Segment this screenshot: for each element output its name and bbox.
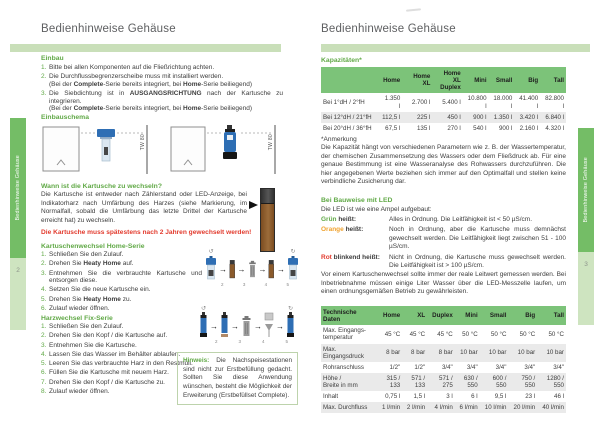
column-header: Big bbox=[508, 306, 537, 325]
list-item: 2. Die Durchflussbegrenzerscheibe muss mit installiert werden. (Bei der Complete-Serie bereits integriert, bei Home-Serie beiliegend) bbox=[41, 73, 253, 88]
table-row: Max. Durchfluss 1 l/min 2 l/min 4 l/min 6 l/min 10 l/min 20 l/min 40 l/min bbox=[321, 402, 566, 413]
table-row: Rohranschluss 1/2" 1/2" 3/4" 3/4" 3/4" 3/4" 3/4" bbox=[323, 363, 564, 371]
table-row: Bei 1°dH / 2°fH 1.350 l 2.700 l 5.400 l 10.800 l 18.000 l 41.400 l 82.800 l bbox=[323, 95, 564, 110]
warning-text: Die Kartusche muss spätestens nach 2 Jahren gewechselt werden! bbox=[41, 229, 252, 236]
kapazitaeten-table bbox=[321, 67, 566, 134]
section-heading-harzwechsel: Harzwechsel Fix-Serie bbox=[41, 315, 113, 322]
page-title-left: Bedienhinweise Gehäuse bbox=[41, 23, 176, 35]
cartridge-icon bbox=[260, 188, 275, 252]
list-item: 6. Zulauf wieder öffnen. bbox=[41, 304, 110, 312]
column-header: Home XL Duplex bbox=[432, 67, 462, 93]
einbau-list bbox=[41, 64, 283, 115]
blue-cartridge-icon bbox=[220, 312, 229, 338]
page-number: 2 bbox=[16, 267, 20, 274]
page-title-right: Bedienhinweise Gehäuse bbox=[321, 23, 456, 35]
table-row: Max. Eingangs- temperatur 45 °C 45 °C 45 °C 50 °C 50 °C 50 °C 50 °C bbox=[323, 327, 564, 342]
table-row: Inhalt 0,75 l 1,5 l 3 l 6 l 9,5 l 23 l 46 l bbox=[323, 393, 564, 401]
list-item: 1. Schließen Sie den Zulauf. bbox=[41, 323, 124, 330]
led-legend-row: Rot blinkend heißt: Nicht in Ordnung, die Kartusche muss gewechselt werden. Die Leitfähigkeit ist > 100 µS/cm. bbox=[321, 253, 566, 270]
hinweis-box bbox=[177, 352, 298, 405]
table-row: Bei 12°dH / 21°fH 112,5 l 225 l 450 l 900 l 1.350 l 3.420 l 6.840 l bbox=[321, 112, 566, 123]
schema-home-filter bbox=[41, 121, 154, 178]
right-page-number-tab bbox=[578, 252, 594, 325]
column-header: Tall bbox=[540, 67, 566, 93]
column-header: Small bbox=[489, 67, 515, 93]
kartuschenwechsel-list bbox=[41, 251, 202, 314]
section-heading-led: Bei Bauweise mit LED bbox=[321, 197, 393, 204]
step-numbers: 2 3 4 5 bbox=[221, 282, 289, 287]
list-item: 4. Lassen Sie das Wasser im Behälter ablaufen. bbox=[41, 350, 181, 358]
harzwechsel-list bbox=[41, 323, 197, 397]
arrow-right-icon: → bbox=[277, 265, 285, 274]
cartridge-marking-figure bbox=[249, 188, 275, 252]
arrow-right-icon bbox=[249, 201, 258, 209]
arrow-right-icon: → bbox=[254, 322, 262, 331]
section-heading-kartusche-wechseln: Wann ist die Kartusche zu wechseln? bbox=[41, 183, 162, 190]
used-cartridge-icon bbox=[229, 257, 236, 281]
cartridge-cap bbox=[261, 189, 274, 204]
column-header: Home XL bbox=[402, 67, 432, 93]
title-underline-bar-left bbox=[10, 44, 281, 52]
section-heading-kapazitaeten: Kapazitäten* bbox=[321, 57, 362, 64]
arrow-right-icon: → bbox=[219, 265, 227, 274]
column-header: XL bbox=[402, 306, 427, 325]
column-header: Duplex bbox=[427, 306, 455, 325]
column-header bbox=[321, 67, 380, 93]
list-item: 1. Schließen Sie den Zulauf. bbox=[41, 251, 124, 258]
arrow-right-icon: → bbox=[210, 322, 218, 331]
list-item: 7. Drehen Sie den Kopf / die Kartusche zu. bbox=[41, 378, 165, 386]
left-page-number-tab bbox=[10, 258, 26, 330]
anmerkung-heading: *Anmerkung bbox=[321, 136, 357, 143]
filter-housing-icon bbox=[205, 255, 217, 281]
scan-artifact bbox=[406, 8, 421, 12]
table-row: Bei 20°dH / 36°fH 67,5 l 135 l 270 l 540 l 900 l 2.160 l 4.320 l bbox=[323, 124, 564, 132]
list-item: 1. Bitte bei allen Komponenten auf die Fließrichtung achten. bbox=[41, 64, 215, 71]
list-item: 8. Zulauf wieder öffnen. bbox=[41, 387, 110, 395]
right-sidebar-label: Bedienhinweise Gehäuse bbox=[583, 157, 589, 223]
kartusche-wechseln-text: Die Kartusche ist entweder nach Zählerstand oder LED-Anzeige, bei Indikatorharz nach Umfärbung des Harzes (siehe Markierung, im Normalfall, sobald die Umfärbung das letzte Drittel der Kartusche erreicht hat) zu wechseln. bbox=[41, 191, 247, 224]
list-item: 2. Drehen Sie den Kopf / die Kartusche auf. bbox=[41, 332, 168, 340]
technische-daten-table bbox=[321, 306, 566, 413]
arrow-right-icon: → bbox=[258, 265, 267, 274]
filter-housing-icon bbox=[287, 255, 299, 281]
blue-cartridge-icon bbox=[286, 312, 295, 338]
hinweis-text: Die Nachspeisestationen sind nicht zur Erstbefüllung gedacht. Sollten Sie diese Anwendung wünschen, besteht die Möglichkeit der Erweiterung (Erstbefüllset Complete). bbox=[183, 357, 292, 399]
column-header: Home bbox=[380, 67, 402, 93]
column-header: Home bbox=[377, 306, 402, 325]
list-item: 5. Drehen Sie Heaty Home zu. bbox=[41, 295, 132, 303]
list-item: 4. Setzen Sie die neue Kartusche ein. bbox=[41, 286, 151, 294]
section-heading-einbauschema: Einbauschema bbox=[41, 114, 89, 121]
arrow-right-icon: → bbox=[237, 265, 246, 274]
led-legend-row: Orange heißt: Noch in Ordnung, aber die Kartusche muss demnächst gewechselt werden. Die Leitfähigkeit liegt zwischen 51 - 100 µS/cm. bbox=[321, 226, 566, 251]
trash-bin-icon bbox=[241, 314, 252, 338]
column-header: Small bbox=[480, 306, 509, 325]
hinweis-label: Hinweis: bbox=[183, 357, 210, 364]
tw80-label: TW 80 bbox=[268, 134, 274, 151]
table-row: Höhe / Breite in mm 315 / 133 571 / 133 571 / 275 630 / 550 600 / 550 750 / 550 1280 / 550 bbox=[321, 373, 566, 391]
column-header: Tall bbox=[537, 306, 566, 325]
led-legend bbox=[321, 216, 566, 273]
led-intro-text: Die LED ist wie eine Ampel aufgebaut: bbox=[321, 206, 432, 213]
einbauschema-figures bbox=[41, 121, 283, 179]
list-item: 3. Die Siebdichtung ist in AUSGANGSRICHTUNG nach der Kartusche zu integrieren. (Bei der Complete-Serie bereits integriert, bei Home-Serie beiliegend) bbox=[41, 90, 283, 113]
step-numbers: 2 3 4 5 bbox=[215, 339, 288, 344]
anmerkung-text: Die Kapazität hängt von verschiedenen Parametern wie z. B. der Wassertemperatur, der chemischen Zusammensetzung des Wassers oder dem Fließdruck ab. Für eine genaue Bestimmung ist eine Wasseranalyse des Rohwassers durchzuführen. Die hier angegebenen Werte beziehen sich immer auf den Optimalfall und stellen keine verbindliche Zusicherung dar. bbox=[321, 144, 566, 186]
led-outro-text: Vor einem Kartuschenwechsel sollte immer der reale Leitwert gemessen werden. Bei Inbetriebnahme müssen einige Liter Wasser über die LED-Messzelle laufen, um einen ordnungsgemäßen Betrieb zu gewährleisten. bbox=[321, 271, 566, 296]
column-header: Mini bbox=[455, 306, 480, 325]
column-header: Technische Daten bbox=[321, 306, 377, 325]
home-series-steps-figure bbox=[205, 249, 299, 287]
boiler-and-filter-icon bbox=[41, 121, 154, 178]
table-row: Max. Eingangsdruck 8 bar 8 bar 8 bar 10 bar 10 bar 10 bar 10 bar bbox=[321, 344, 566, 362]
section-heading-kartuschenwechsel: Kartuschenwechsel Home-Serie bbox=[41, 243, 145, 250]
arrow-right-icon: → bbox=[231, 322, 239, 331]
rotate-cw-icon: ↻ bbox=[290, 249, 296, 255]
schema-fix-cartridge bbox=[169, 121, 282, 178]
rotate-cw-icon: ↻ bbox=[287, 306, 294, 312]
fix-series-steps-figure bbox=[199, 306, 298, 344]
column-header: Big bbox=[514, 67, 540, 93]
section-heading-einbau: Einbau bbox=[41, 55, 64, 62]
rotate-ccw-icon: ↺ bbox=[200, 306, 207, 312]
left-sidebar-label: Bedienhinweise Gehäuse bbox=[15, 155, 21, 221]
rotate-ccw-icon: ↺ bbox=[208, 249, 214, 255]
column-header: Mini bbox=[463, 67, 489, 93]
led-legend-row: Grün heißt: Alles in Ordnung. Die Leitfähigkeit ist < 50 µS/cm. bbox=[321, 216, 533, 223]
boiler-and-cartridge-icon bbox=[169, 121, 282, 178]
arrow-right-icon: → bbox=[276, 322, 284, 331]
list-item: 3. Entnehmen Sie die Kartusche. bbox=[41, 341, 137, 349]
title-underline-bar-right bbox=[321, 44, 590, 52]
new-cartridge-icon bbox=[268, 257, 275, 281]
trash-bin-icon bbox=[248, 257, 257, 281]
lid-and-funnel-icon bbox=[264, 312, 274, 338]
tw80-label: TW 80 bbox=[140, 134, 146, 151]
right-sidebar-tab bbox=[578, 128, 594, 252]
list-item: 5. Leeren Sie das verbrauchte Harz in den Restmüll. bbox=[41, 360, 193, 367]
page-number: 3 bbox=[584, 261, 588, 268]
list-item: 2. Drehen Sie Heaty Home auf. bbox=[41, 260, 134, 268]
blue-cartridge-icon bbox=[199, 312, 208, 338]
left-sidebar-tab bbox=[10, 118, 26, 258]
list-item: 6. Füllen Sie die Kartusche mit neuem Harz. bbox=[41, 369, 169, 377]
list-item: 3. Entnehmen Sie die verbrauchte Kartusche und entsorgen diese. bbox=[41, 269, 202, 285]
